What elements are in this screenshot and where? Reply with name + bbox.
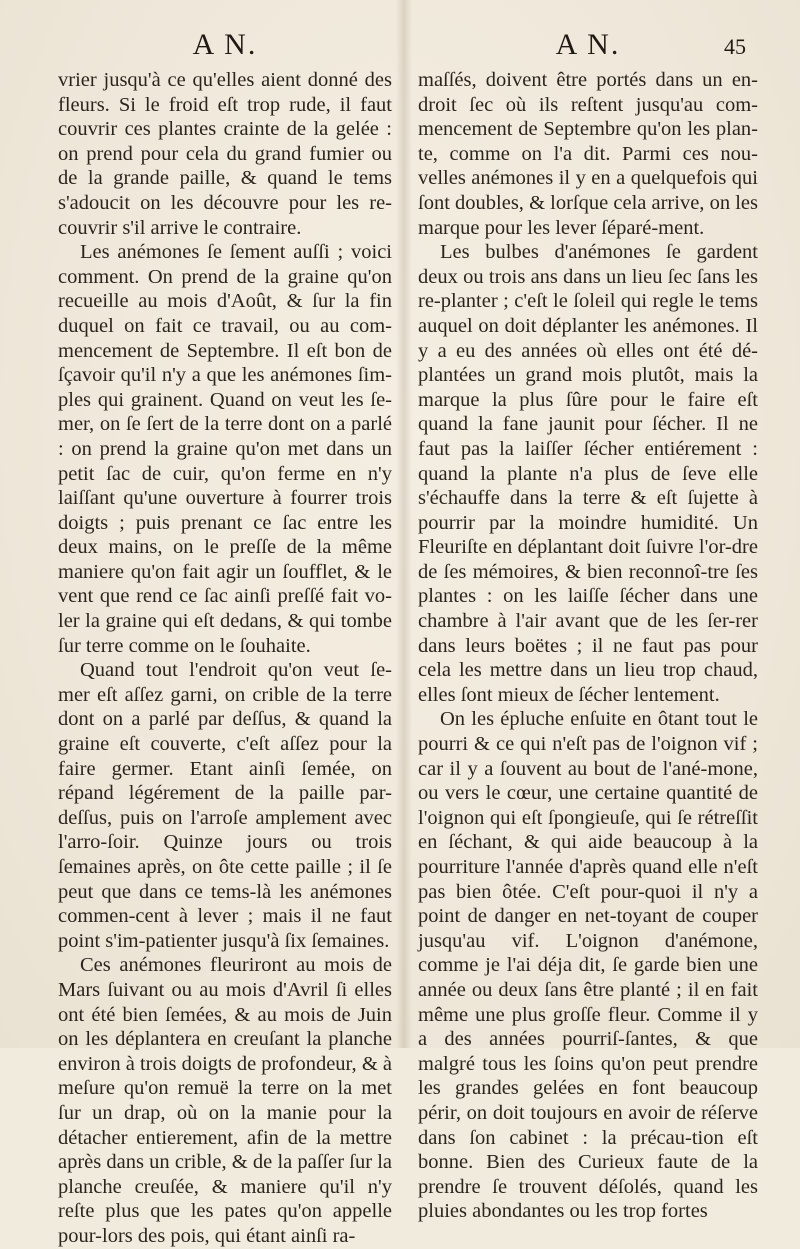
paragraph: Les anémones ſe ſement auſſi ; voici comment. On prend de la graine qu'on recueille au mois d'Août, & ſur la fin duquel on fait ce travail, ou au com-mencement de Septembre. Il eſt bon de ſçavoir qu'il n'y a que les anémones ſim-ples qui grainent. Quand on veut les ſe-mer, on ſe ſert de la terre dont on a parlé : on prend la graine qu'on met dans un petit ſac de cuir, qu'on ferme en n'y laiſſant qu'une ouverture à fourrer trois doigts ; puis prenant ce ſac entre les deux mains, on le preſſe de la même maniere qu'on fait agir un ſoufflet, & le vent que rend ce ſac ainſi preſſé fait vo-ler la graine qui eſt dedans, & qui tombe ſur terre comme on le ſouhaite. [58,241,392,657]
running-head: A N. [192,28,258,61]
left-page [58,28,392,1249]
paragraph: vrier jusqu'à ce qu'elles aient donné des fleurs. Si le froid eſt trop rude, il faut couvrir ces plantes crainte de la gelée : on prend pour cela du grand fumier ou de la grande paille, & quand le tems s'adoucit on les découvre pour les re-couvrir s'il arrive le contraire. [58,69,392,239]
page-number: 45 [724,34,746,59]
paragraph: Quand tout l'endroit qu'on veut ſe-mer eſt aſſez garni, on crible de la terre dont on a parlé par deſſus, & quand la graine eſt couverte, c'eſt aſſez pour la faire germer. Etant ainſi ſemée, on répand légérement de la paille par-deſſus, puis on l'arroſe amplement avec l'arro-ſoir. Quinze jours ou trois ſemaines après, on ôte cette paille ; il ſe peut que dans ce tems-là les anémones commen-cent à lever ; mais il ne faut point s'im-patienter jusqu'à ſix ſemaines. [58,659,392,952]
right-page-text [418,68,758,1224]
left-page-text [58,68,392,1249]
right-page-header [418,28,758,68]
right-page [418,28,758,1224]
paragraph: On les épluche enſuite en ôtant tout le pourri & ce qui n'eſt pas de l'oignon vif ; car il y a ſouvent au bout de l'ané-mone, ou vers le cœur, une certaine quantité de l'oignon qui eſt ſpongieuſe, qui ſe rétreſſit en ſéchant, & qui aide beaucoup à la pourriture l'année d'après quand elle n'eſt pas bien ôtée. C'eſt pour-quoi il n'y a point de danger en net-toyant de couper jusqu'au vif. L'oignon d'anémone, comme je l'ai déja dit, ſe garde bien une année ou deux ſans être planté ; il en fait même une plus groſſe fleur. Comme il y a des années pourriſ-ſantes, & que malgré tous les ſoins qu'on peut prendre les grandes gelées en font beaucoup périr, on doit toujours en avoir de réſerve dans ſon cabinet : la précau-tion eſt bonne. Bien des Curieux faute de la prendre ſe trouvent déſolés, quand les pluies abondantes ou les trop fortes [418,708,758,1223]
paragraph: Les bulbes d'anémones ſe gardent deux ou trois ans dans un lieu ſec ſans les re-planter ; c'eſt le ſoleil qui regle le tems auquel on doit déplanter les anémones. Il y a eu des années où elles ont été dé-plantées un grand mois plutôt, mais la marque la plus ſûre pour le faire eſt quand la fane jaunit pour ſécher. Il ne faut pas la laiſſer ſécher entiérement : quand la plante n'a plus de ſeve elle s'échauffe dans la terre & eſt ſujette à pourrir par la moindre humidité. Un Fleuriſte en déplantant doit ſuivre l'or-dre de ſes mémoires, & bien reconnoî-tre ſes plantes : on les laiſſe ſécher dans une chambre à l'air avant que de les ſer-rer dans leurs boëtes ; il ne faut pas pour cela les mettre dans un lieu trop chaud, elles ſont mieux de ſécher lentement. [418,241,758,706]
paragraph: maſſés, doivent être portés dans un en-droit ſec où ils reſtent jusqu'au com-mencement de Septembre qu'on les plan-te, comme on l'a dit. Parmi ces nou-velles anémones il y en a quelquefois qui ſont doubles, & lorſque cela arrive, on les marque pour les lever ſéparé-ment. [418,69,758,239]
book-gutter [396,0,412,1048]
left-page-header [58,28,392,68]
running-head: A N. [555,28,621,61]
paragraph: Ces anémones fleuriront au mois de Mars ſuivant ou au mois d'Avril ſi elles ont été bien ſemées, & au mois de Juin on les déplantera en creuſant la planche environ à trois doigts de profondeur, & à meſure qu'on remuë la terre on la met ſur un drap, où on la manie pour la détacher entierement, afin de la mettre après dans un crible, & de la paſſer ſur la planche creuſée, & maniere qu'il n'y reſte plus que les pates qu'on appelle pour-lors des pois, qui étant ainſi ra- [58,954,392,1247]
